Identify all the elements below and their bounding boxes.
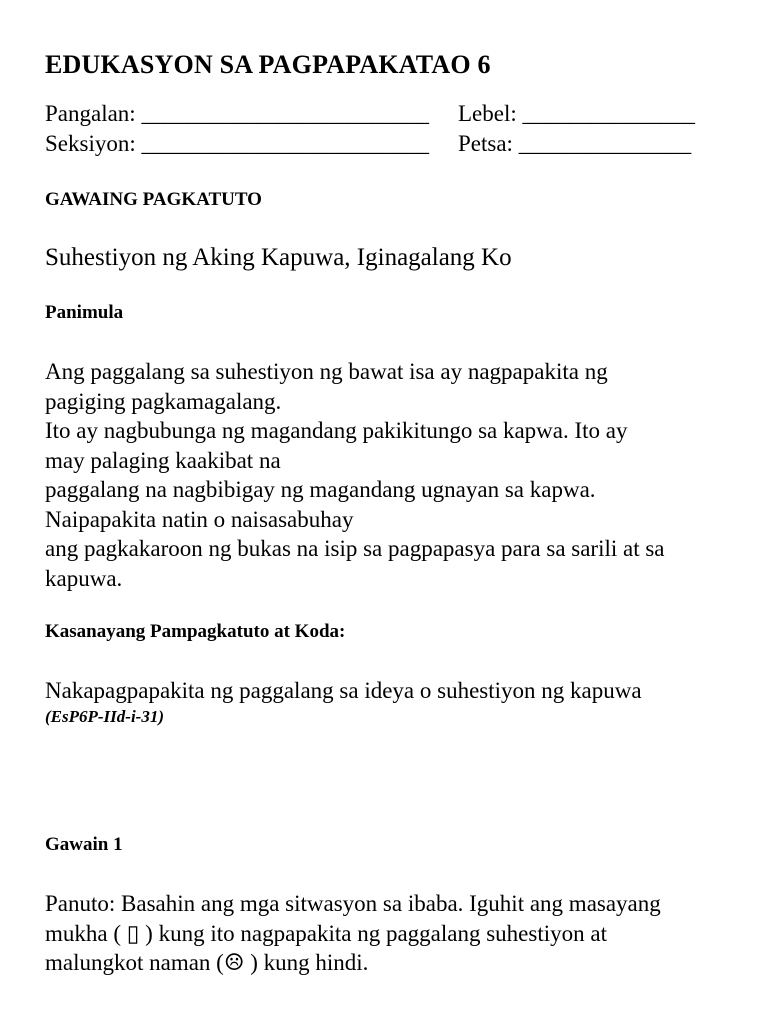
instruction-line: mukha ( ▯ ) kung ito nagpapakita ng paggalang suhestiyon at (45, 920, 607, 946)
instruction-line: Panuto: Basahin ang mga sitwasyon sa ibaba. Iguhit ang masayang (45, 891, 661, 916)
intro-line: kapuwa. (45, 565, 123, 591)
name-field-label: Pangalan: _________________________ (45, 101, 429, 126)
lesson-topic: Suhestiyon ng Aking Kapuwa, Iginagalang Ko (45, 244, 512, 271)
instruction-line: malungkot naman (☹ ) kung hindi. (45, 950, 369, 975)
intro-line: Ang paggalang sa suhestiyon ng bawat isa ay nagpapakita ng (45, 359, 608, 384)
intro-line: Naipapakita natin o naisasabuhay (45, 506, 354, 532)
intro-heading: Panimula (45, 302, 124, 323)
level-field-label: Lebel: _______________ (458, 101, 695, 126)
activity1-heading: Gawain 1 (45, 834, 123, 855)
date-field-label: Petsa: _______________ (458, 131, 692, 156)
intro-line: pagiging pagkamagalang. (45, 388, 282, 414)
activity1-instructions (45, 889, 661, 978)
intro-paragraph (45, 357, 665, 593)
intro-line: may palaging kaakibat na (45, 447, 281, 473)
competency-text: Nakapagpapakita ng paggalang sa ideya o suhestiyon ng kapuwa (45, 678, 642, 703)
intro-line: ang pagkakaroon ng bukas na isip sa pagpapasya para sa sarili at sa (45, 536, 665, 561)
activity-heading: GAWAING PAGKATUTO (45, 189, 262, 210)
intro-line: Ito ay nagbubunga ng magandang pakikitungo sa kapwa. Ito ay (45, 418, 628, 443)
section-field-label: Seksiyon: _________________________ (45, 131, 429, 156)
document-title: EDUKASYON SA PAGPAPAKATAO 6 (45, 50, 491, 79)
competency-heading: Kasanayang Pampagkatuto at Koda: (45, 621, 346, 642)
competency-code: (EsP6P-IId-i-31) (45, 707, 164, 726)
intro-line: paggalang na nagbibigay ng magandang ugnayan sa kapwa. (45, 477, 596, 502)
